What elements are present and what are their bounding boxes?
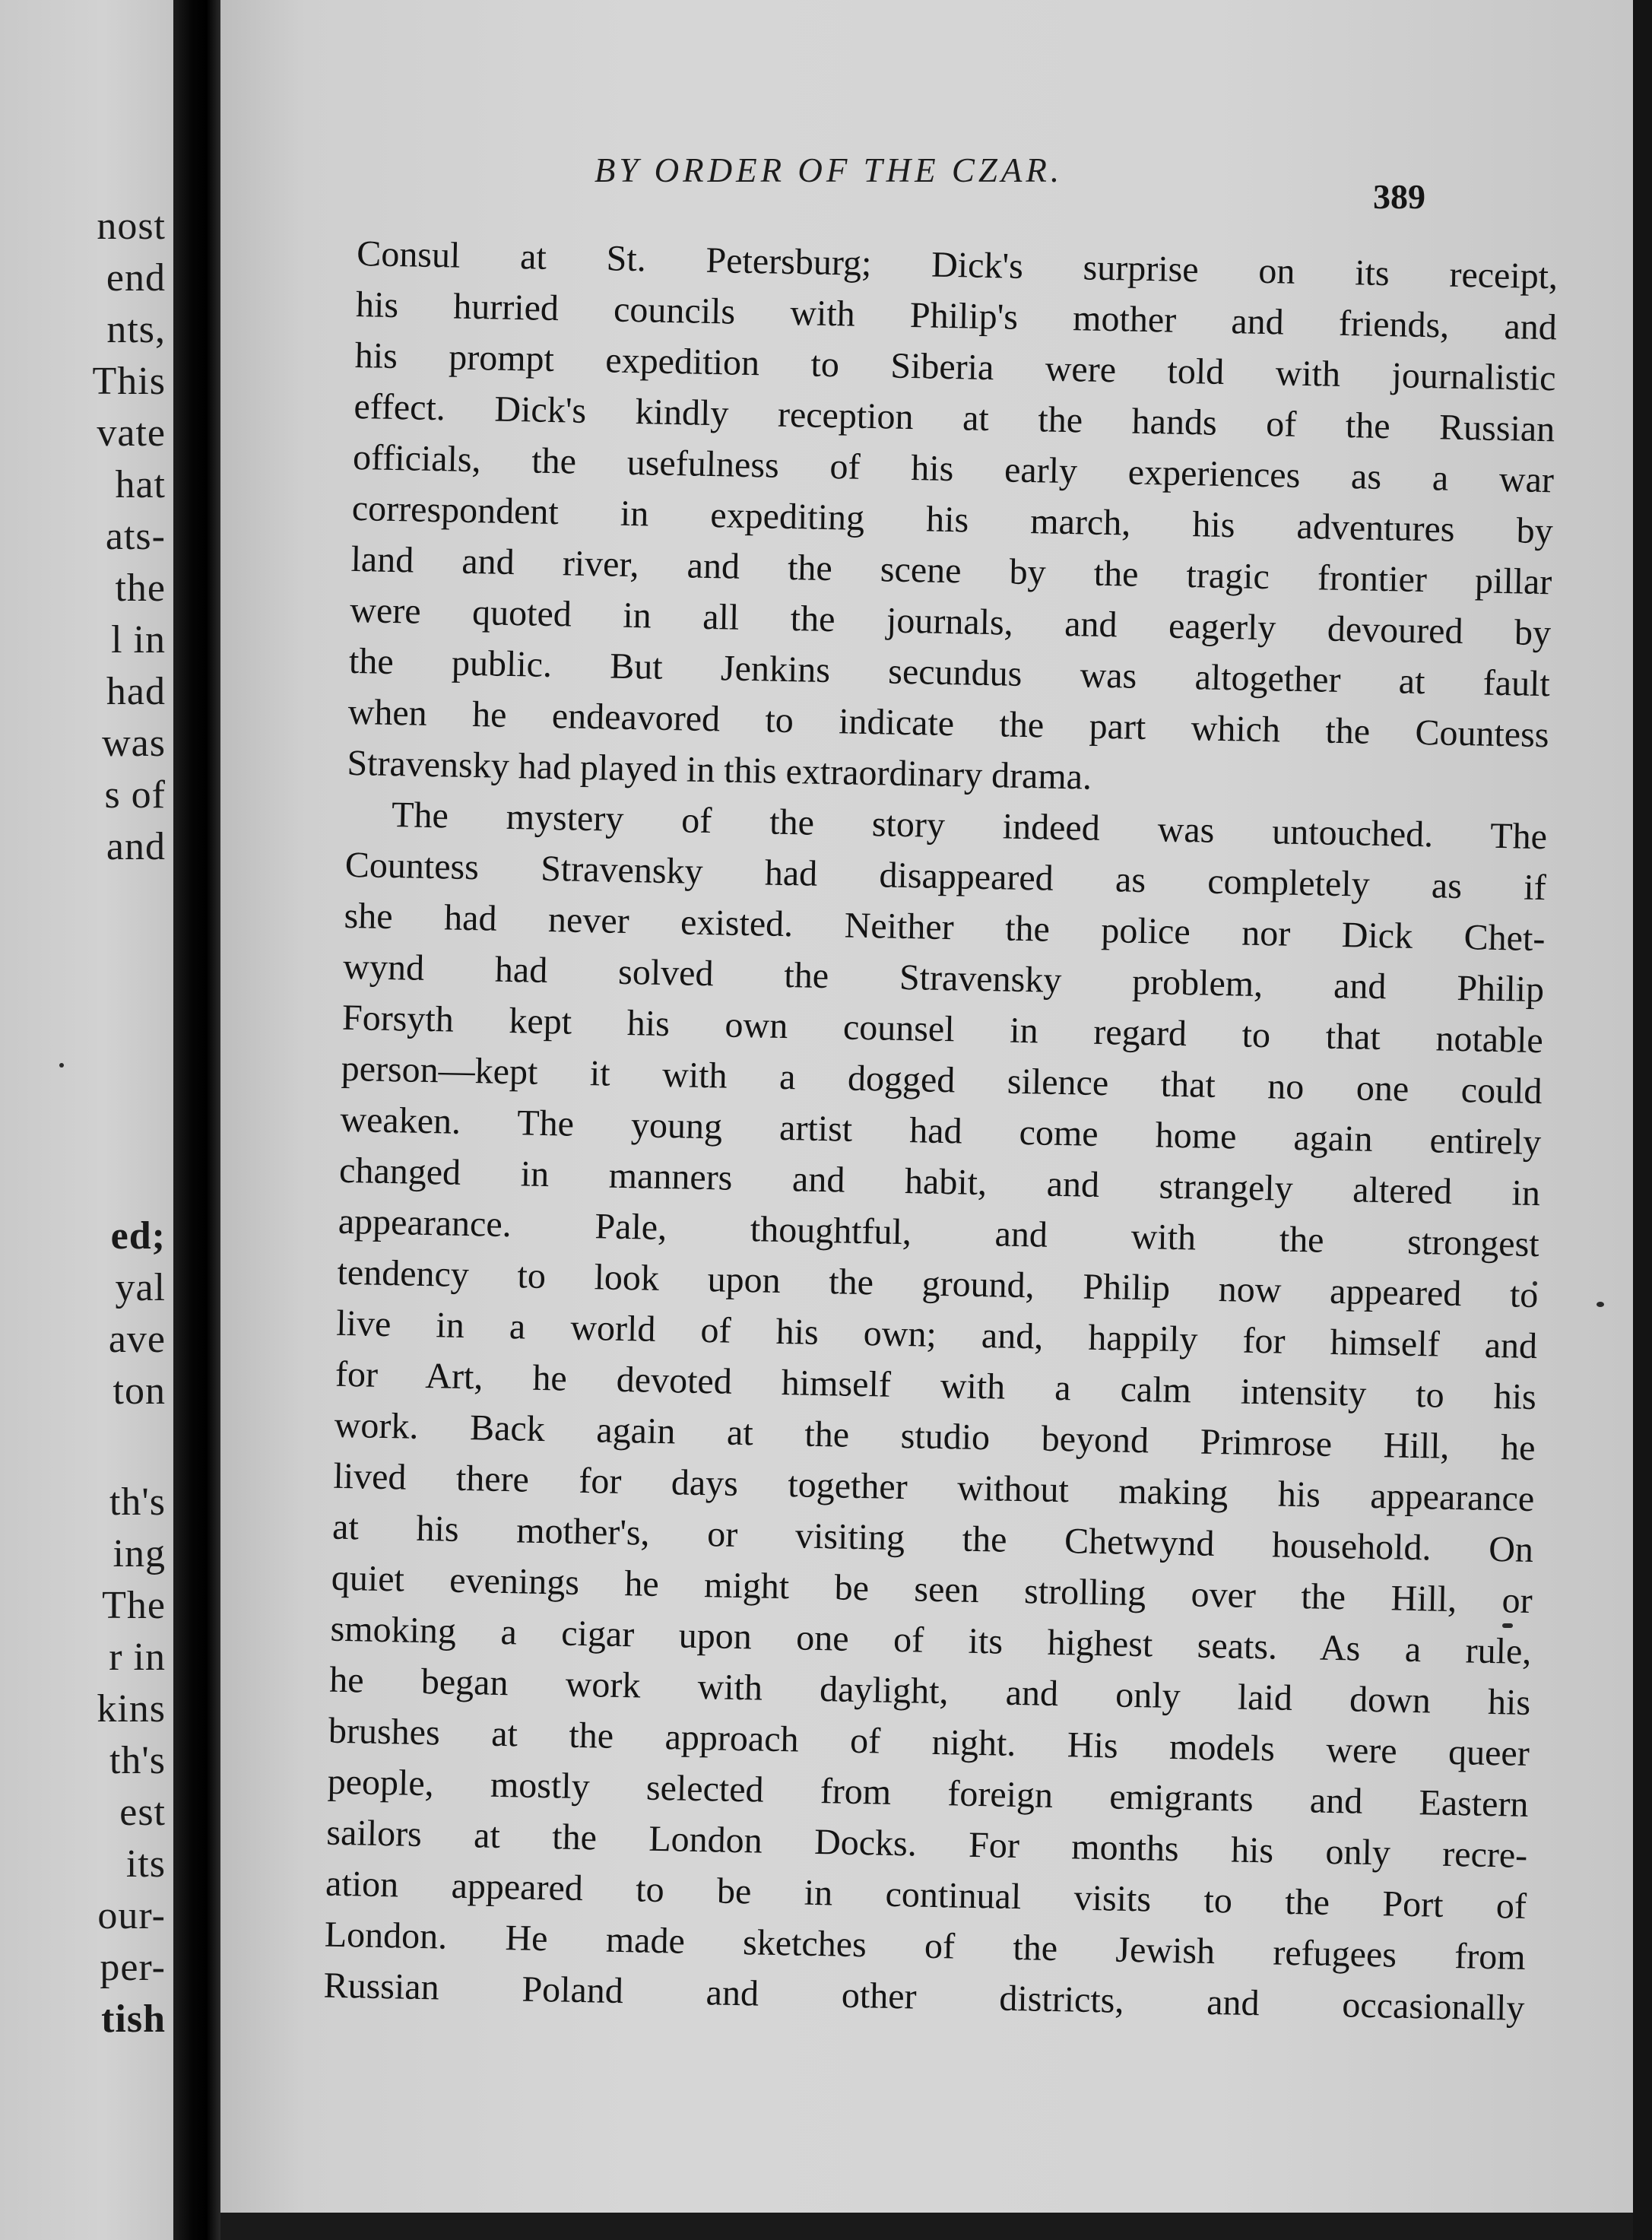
text-line: when he endeavored to indicate the part which the Countess (347, 691, 1549, 756)
previous-page-fragment: ats- (105, 515, 166, 558)
text-line: people, mostly selected from foreign emigrants and Eastern (327, 1761, 1529, 1825)
ink-speck (1597, 1302, 1604, 1307)
text-line: she had never existed. Neither the police nor Dick Chet- (344, 895, 1546, 960)
previous-page-fragment: l in (111, 618, 166, 662)
previous-page-fragment: hat (115, 463, 166, 506)
previous-page-fragment: r in (109, 1636, 166, 1679)
previous-page-fragment: had (106, 670, 166, 713)
previous-page-fragment: s of (104, 773, 166, 817)
previous-page-fragment: ave (108, 1318, 166, 1361)
text-line: sailors at the London Docks. For months his only recre- (325, 1812, 1528, 1876)
text-line: live in a world of his own; and, happily for himself and (335, 1302, 1538, 1367)
body-text (323, 228, 1558, 2034)
text-line: lived there for days together without making his appearance (332, 1455, 1535, 1520)
text-line: Countess Stravensky had disappeared as completely as if (344, 844, 1547, 909)
text-line: land and river, and the scene by the tragic frontier pillar (350, 538, 1552, 603)
running-title: BY ORDER OF THE CZAR. (594, 151, 1064, 189)
book-binding-gutter (173, 0, 220, 2240)
text-line: he began work with daylight, and only laid down his (328, 1659, 1531, 1723)
text-line: quiet evenings he might be seen strolling over the Hill, or (331, 1557, 1533, 1621)
previous-page-fragment: est (119, 1791, 166, 1834)
text-line: changed in manners and habit, and strangely altered in (338, 1150, 1541, 1214)
previous-page-fragment: was (102, 722, 166, 765)
text-line: at his mother's, or visiting the Chetwynd household. On (331, 1506, 1534, 1571)
previous-page-fragment: The (102, 1584, 166, 1627)
previous-page-fragment: nost (97, 205, 166, 248)
text-line: effect. Dick's kindly reception at the hands of the Russian (353, 385, 1555, 450)
text-line: Forsyth kept his own counsel in regard to that notable (341, 997, 1544, 1061)
text-line: wynd had solved the Stravensky problem, and Philip (342, 946, 1545, 1011)
text-line: for Art, he devoted himself with a calm intensity to his (335, 1353, 1537, 1418)
previous-page-fragment: kins (97, 1687, 166, 1731)
text-line: London. He made sketches of the Jewish refugees from (324, 1914, 1527, 1978)
previous-page-fragment: yal (115, 1266, 166, 1309)
text-line: smoking a cigar upon one of its highest seats. As a rule, (330, 1608, 1532, 1672)
previous-page-fragment: and (106, 825, 166, 868)
text-line: person—kept it with a dogged silence that no one could (341, 1048, 1543, 1112)
text-line: officials, the usefulness of his early experiences as a war (352, 436, 1555, 501)
scan-right-border (1633, 0, 1652, 2240)
previous-page-fragment: ton (113, 1369, 166, 1413)
text-line: work. Back again at the studio beyond Primrose Hill, he (334, 1404, 1536, 1469)
page-number: 389 (1373, 177, 1425, 216)
previous-page-fragment: ed; (110, 1214, 166, 1258)
text-line: correspondent in expediting his march, his adventures by (351, 487, 1554, 552)
previous-page-fragment: ing (113, 1532, 166, 1575)
text-line: tendency to look upon the ground, Philip now appeared to (337, 1252, 1539, 1316)
ink-speck (59, 1063, 64, 1068)
paragraph-first-line: The mystery of the story indeed was untouched. The (391, 795, 1548, 858)
previous-page-fragment: This (92, 360, 166, 403)
previous-page-fragment: the (115, 566, 166, 610)
previous-page-fragment: our- (97, 1894, 166, 1937)
text-line: his hurried councils with Philip's mother and friends, and (355, 284, 1558, 348)
previous-page-fragment: its (125, 1842, 166, 1886)
text-line: ation appeared to be in continual visits to the Port of (325, 1863, 1527, 1927)
previous-page-fragment: nts, (106, 308, 166, 351)
text-line: appearance. Pale, thoughtful, and with the strongest (338, 1201, 1540, 1265)
previous-page-edge (0, 0, 173, 2240)
previous-page-fragment: end (106, 256, 166, 300)
previous-page-fragment: th's (109, 1480, 166, 1524)
previous-page-fragment: vate (97, 411, 166, 455)
text-line: Stravensky had played in this extraordinary drama. (346, 742, 1092, 798)
scan-bottom-border (220, 2213, 1633, 2240)
previous-page-fragment: per- (100, 1946, 166, 1989)
text-line: weaken. The young artist had come home again entirely (339, 1099, 1542, 1163)
text-line: brushes at the approach of night. His models were queer (328, 1710, 1530, 1774)
text-line: Consul at St. Petersburg; Dick's surprise on its receipt, (356, 233, 1558, 297)
text-line: were quoted in all the journals, and eagerly devoured by (349, 589, 1552, 654)
previous-page-fragment: tish (101, 1997, 166, 2041)
text-line: Russian Poland and other districts, and occasionally (323, 1965, 1525, 2029)
previous-page-fragment: th's (109, 1739, 166, 1782)
text-line: the public. But Jenkins secundus was altogether at fault (348, 640, 1551, 705)
text-line: his prompt expedition to Siberia were told with journalistic (354, 335, 1557, 399)
